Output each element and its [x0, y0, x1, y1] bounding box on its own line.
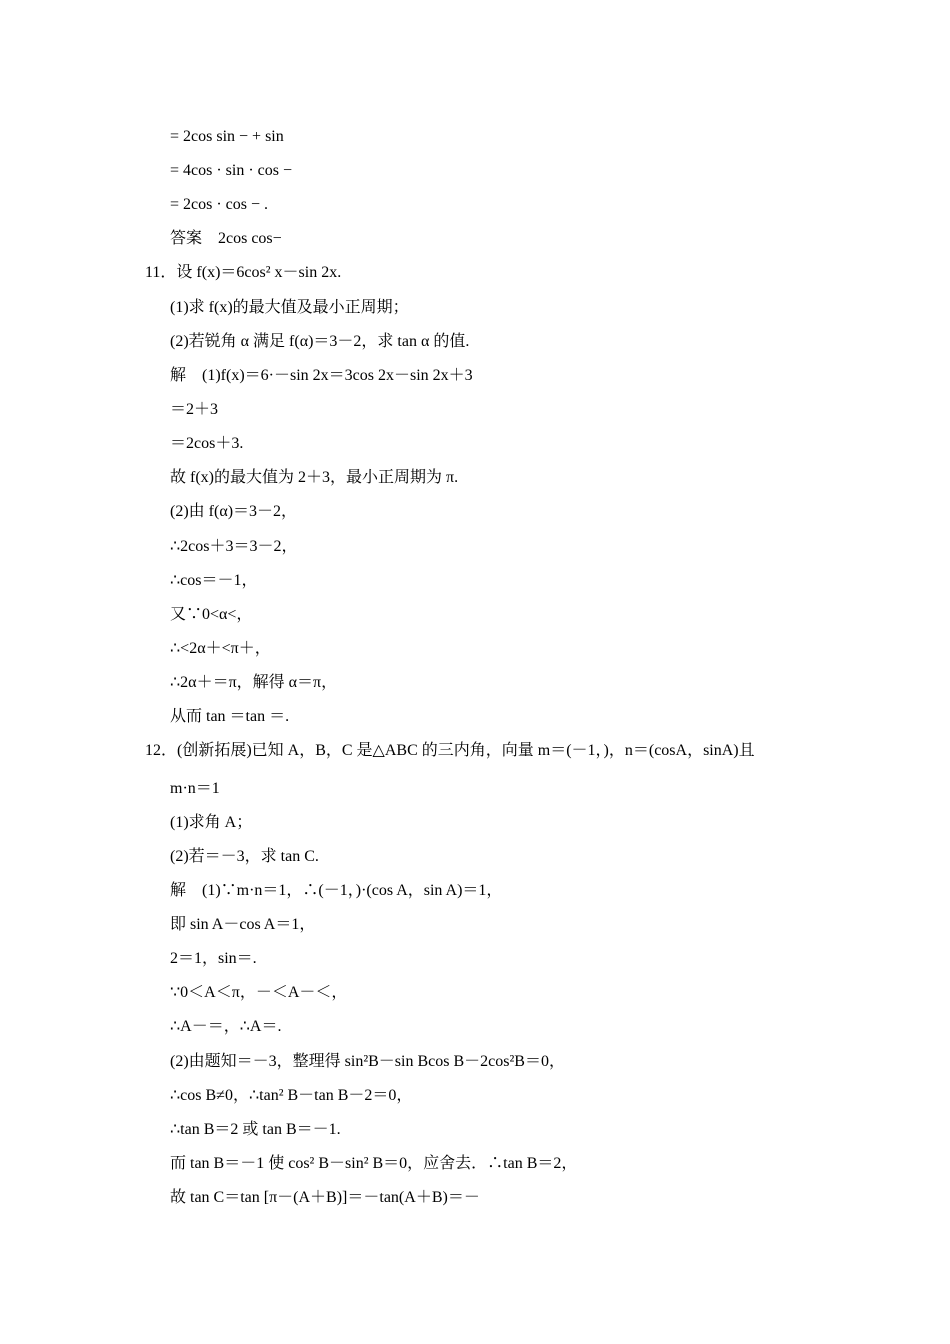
problem-11-part-2: (2)若锐角 α 满足 f(α)＝3－2，求 tan α 的值.: [170, 333, 470, 350]
derivation-line-2: = 4cos · sin · cos −: [170, 162, 293, 179]
solution-11-line-4: 故 f(x)的最大值为 2＋3，最小正周期为 π.: [170, 469, 459, 486]
solution-11-line-1: 解 (1)f(x)＝6·－sin 2x＝3cos 2x－sin 2x＋3: [170, 367, 473, 384]
solution-12-line-8: ∴tan B＝2 或 tan B＝－1.: [170, 1121, 341, 1138]
solution-11-line-11: 从而 tan ＝tan ＝.: [170, 708, 290, 725]
solution-11-line-10: ∴2α＋＝π，解得 α＝π，: [170, 674, 338, 691]
derivation-line-1: = 2cos sin − + sin: [170, 128, 284, 145]
solution-11-line-8: 又∵0<α<，: [170, 606, 253, 623]
problem-11-statement: 11．设 f(x)＝6cos² x－sin 2x.: [145, 264, 342, 281]
problem-12-statement: 12．(创新拓展)已知 A，B，C 是△ABC 的三内角，向量 m＝(－1，)，n＝(cosA，sinA)且: [145, 742, 755, 759]
solution-12-line-9: 而 tan B＝－1 使 cos² B－sin² B＝0，应舍去．∴tan B＝2，: [170, 1155, 578, 1172]
solution-12-line-1: 解 (1)∵m·n＝1，∴(－1，)·(cos A，sin A)＝1，: [170, 882, 503, 899]
solution-12-line-5: ∴A－＝，∴A＝.: [170, 1018, 282, 1035]
solution-12-line-3: 2＝1，sin＝.: [170, 950, 257, 967]
problem-12-part-2: (2)若＝－3，求 tan C.: [170, 848, 319, 865]
solution-12-line-2: 即 sin A－cos A＝1，: [170, 916, 316, 933]
problem-11-part-1: (1)求 f(x)的最大值及最小正周期；: [170, 299, 409, 316]
solution-11-line-7: ∴cos＝－1，: [170, 572, 258, 589]
solution-11-line-2: ＝2＋3: [170, 401, 219, 418]
derivation-line-3: = 2cos · cos − .: [170, 196, 269, 213]
answer-line: 答案 2cos cos−: [170, 230, 282, 247]
solution-11-line-5: (2)由 f(α)＝3－2，: [170, 503, 298, 520]
solution-12-line-6: (2)由题知＝－3，整理得 sin²B－sin Bcos B－2cos²B＝0，: [170, 1053, 565, 1070]
solution-11-line-6: ∴2cos＋3＝3－2，: [170, 538, 298, 555]
solution-12-line-10: 故 tan C＝tan [π－(A＋B)]＝－tan(A＋B)＝－: [170, 1189, 480, 1206]
problem-12-part-1: (1)求角 A；: [170, 814, 253, 831]
solution-12-line-7: ∴cos B≠0，∴tan² B－tan B－2＝0，: [170, 1087, 413, 1104]
solution-12-line-4: ∵0＜A＜π，－＜A－＜，: [170, 984, 348, 1001]
problem-12-condition: m·n＝1: [170, 780, 220, 797]
solution-11-line-9: ∴<2α＋<π＋，: [170, 640, 271, 657]
solution-11-line-3: ＝2cos＋3.: [170, 435, 244, 452]
